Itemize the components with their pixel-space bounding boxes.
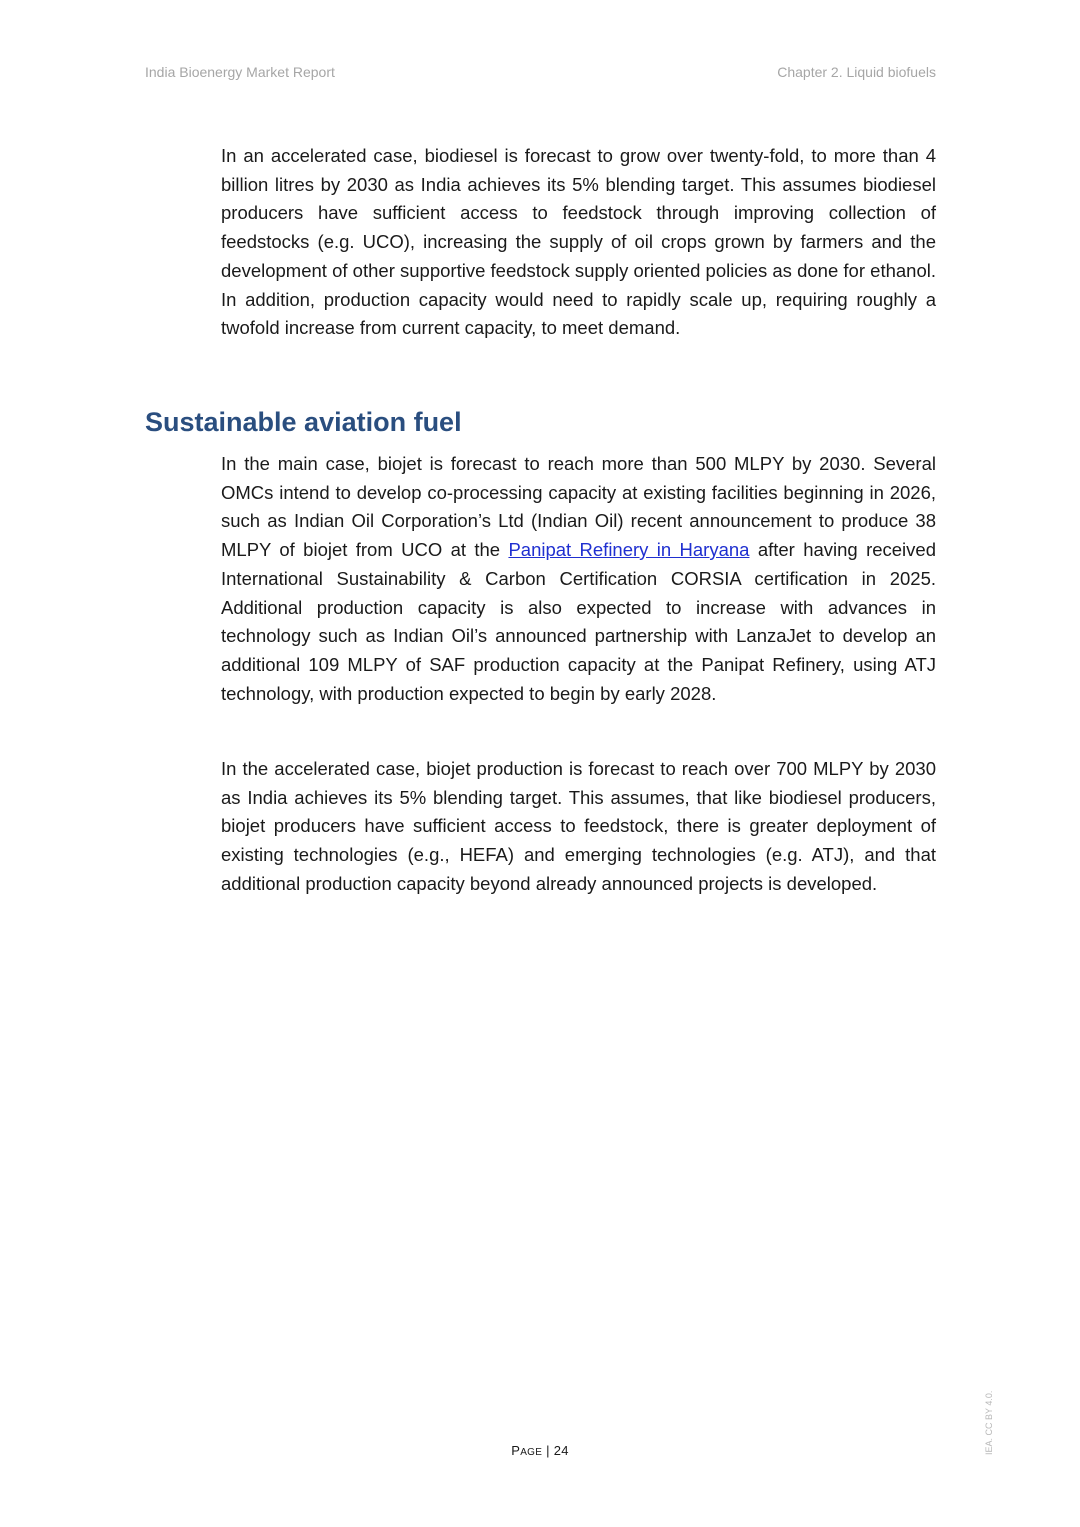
- license-notice: IEA. CC BY 4.0.: [984, 1390, 994, 1455]
- panipat-refinery-link[interactable]: Panipat Refinery in Haryana: [508, 539, 750, 561]
- paragraph-biojet-main-case: [221, 450, 936, 708]
- page-label-rest: AGE: [520, 1447, 543, 1458]
- section-heading: Sustainable aviation fuel: [145, 407, 462, 437]
- page-number: [0, 1443, 1080, 1458]
- paragraph-text: after having received International Sustainability & Carbon Certification CORSIA certification in 2025. Additional production capacity is also expected to increase with advances in technology such as Indian Oil’s announced partnership with LanzaJet to develop an additional 109 MLPY of SAF production capacity at the Panipat Refinery, using ATJ technology, with production expected to begin by early 2028.: [221, 539, 936, 704]
- chapter-title: Chapter 2. Liquid biofuels: [777, 64, 936, 80]
- page-number-value: 24: [553, 1443, 569, 1458]
- running-header: [145, 64, 936, 84]
- page-label-initial: P: [511, 1443, 521, 1458]
- paragraph-text: In the main case, biojet is forecast to reach more than 500 MLPY by 2030. Several OMCs intend to develop co-processing capacity at existing facilities beginning in 2026, such as Indian Oil Corporation’s Ltd (Indian Oil) recent announcement to produce 38 MLPY of biojet from UCO at the: [221, 453, 936, 561]
- paragraph-biojet-accelerated: In the accelerated case, biojet production is forecast to reach over 700 MLPY by 2030 as India achieves its 5% blending target. This assumes, that like biodiesel producers, biojet producers have sufficient access to feedstock, there is greater deployment of existing technologies (e.g., HEFA) and emerging technologies (e.g. ATJ), and that additional production capacity beyond already announced projects is developed.: [221, 758, 936, 894]
- report-title: India Bioenergy Market Report: [145, 64, 335, 80]
- page-separator: |: [542, 1443, 554, 1458]
- paragraph-biodiesel-accelerated: In an accelerated case, biodiesel is forecast to grow over twenty-fold, to more than 4 billion litres by 2030 as India achieves its 5% blending target. This assumes biodiesel producers have sufficient access to feedstock through improving collection of feedstocks (e.g. UCO), increasing the supply of oil crops grown by farmers and the development of other supportive feedstock supply oriented policies as done for ethanol. In addition, production capacity would need to rapidly scale up, requiring roughly a twofold increase from current capacity, to meet demand.: [221, 145, 936, 339]
